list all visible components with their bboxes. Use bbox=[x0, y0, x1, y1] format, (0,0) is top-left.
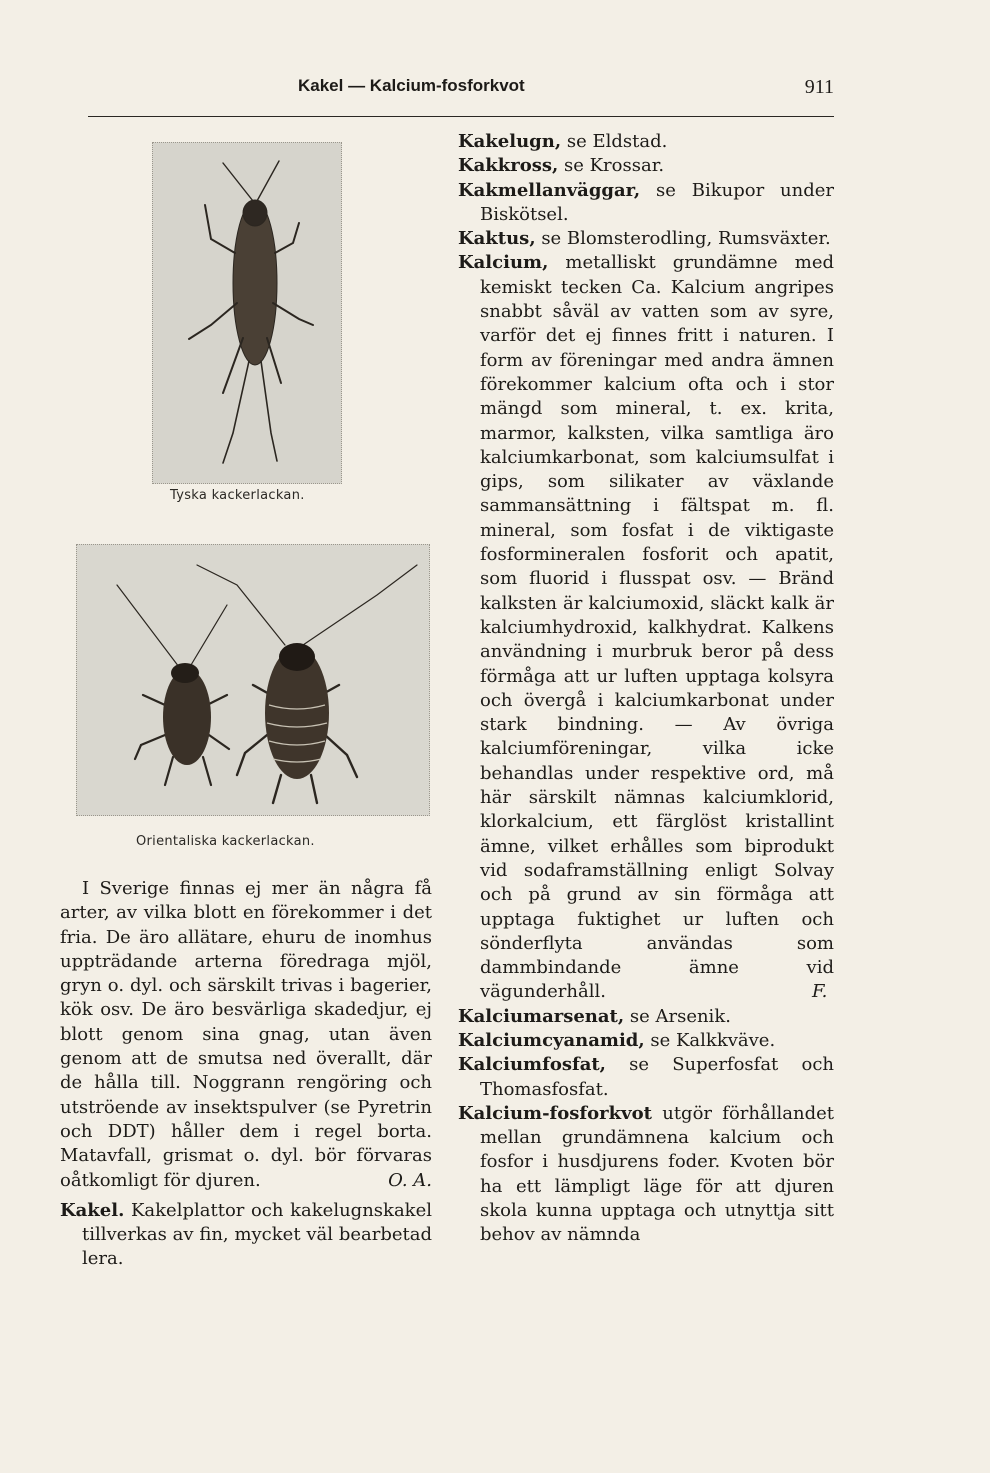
entry-text: se Arsenik. bbox=[624, 1005, 731, 1027]
entry-kalcium-fosforkvot bbox=[458, 1102, 834, 1248]
header-rule bbox=[88, 116, 834, 117]
entry-kalciumarsenat bbox=[458, 1005, 834, 1029]
headword: Kakmellanväggar, bbox=[458, 179, 641, 201]
entry-text: se Eldstad. bbox=[561, 131, 668, 152]
headword: Kakkross, bbox=[458, 155, 559, 177]
entry-text: se Bikupor under Biskötsel. bbox=[480, 179, 834, 225]
cockroach-paragraph-text: I Sverige finnas ej mer än några få arter, av vilka blott en förekommer i det fria. De äro allätare, ehuru de inomhus uppträdande arterna föredraga mjöl, gryn o. dyl. och särskilt trivas i bagerier, kök osv. De äro besvärliga skadedjur, ej blott genom sina gnag, utan även genom att de smutsa ned överallt, där de hålla till. Noggrann rengöring och utströende av insektspulver (se Pyretrin och DDT) håller dem i regel borta. Matavfall, grismat o. dyl. bör förvaras oåtkomligt för djuren. bbox=[60, 878, 432, 1191]
headword: Kalciumfosfat, bbox=[458, 1054, 606, 1076]
entry-kalciumcyanamid bbox=[458, 1029, 834, 1053]
page-number: 911 bbox=[804, 76, 834, 98]
entry-kakel-text: Kakelplattor och kakelugnskakel tillverkas av fin, mycket väl bearbetad lera. bbox=[82, 1199, 432, 1270]
entry-kakelugn bbox=[458, 130, 834, 154]
author-signature: O. A. bbox=[388, 1169, 432, 1191]
headword-kalcium: Kalcium, bbox=[458, 252, 549, 274]
oriental-cockroach-photo bbox=[77, 545, 429, 815]
figure-caption-german: Tyska kackerlackan. bbox=[170, 488, 305, 503]
left-column bbox=[60, 877, 432, 1272]
figure-caption-oriental: Orientaliska kackerlackan. bbox=[136, 834, 315, 849]
cockroach-paragraph bbox=[60, 877, 432, 1193]
entry-text: se Krossar. bbox=[558, 155, 665, 177]
entry-kakmellanvaggar bbox=[458, 179, 834, 228]
entry-kalcium: Kalcium, metalliskt grundämne med kemiskt tecken Ca. Kalcium angripes snabbt såväl av vatten som av syre, varför det ej finnes fritt i naturen. I form av föreningar med andra ämnen förekommer kalcium ofta och i stor mängd som mineral, t. ex. krita, marmor, kalksten, vilka samtliga äro kalciumkarbonat, som kalciumsulfat i gips, som silikater av växlande sammansättning i fältspat m. fl. mineral, som fosfat i de viktigaste fosformineralen fosforit och apatit, som fluorid i flusspat osv. — Bränd kalksten är kalciumoxid, släckt kalk är kalciumhydroxid, kalkhydrat. Kalkens användning i murbruk beror på dess förmåga att ur luften upptaga kolsyra och övergå i kalciumkarbonat under stark bindning. — Av övriga kalciumföreningar, vilka icke behandlas under respektive ord, må här särskilt nämnas kalciumklorid, klorkalcium, ett färglöst kristallint ämne, vilket erhålles som biprodukt vid sodaframställning enligt Solvay och på grund av sin förmåga att upptaga fuktighet ur luften och sönderflyta användas som dammbindande ämne vid vägunderhåll. F. bbox=[458, 252, 834, 1003]
entry-text: se Blomsterodling, Rumsväxter. bbox=[535, 228, 831, 250]
headword: Kalciumarsenat, bbox=[458, 1005, 625, 1027]
entry-kalciumfosfat bbox=[458, 1053, 834, 1102]
figure-german-cockroach bbox=[152, 142, 342, 484]
headword-kakel: Kakel. bbox=[60, 1199, 125, 1221]
page-header bbox=[88, 76, 834, 106]
running-head: Kakel — Kalcium-fosforkvot bbox=[298, 76, 525, 95]
headword-kalcium-fosforkvot: Kalcium-fosforkvot bbox=[458, 1102, 652, 1124]
headword: Kalciumcyanamid, bbox=[458, 1029, 645, 1051]
entry-text: se Superfosfat och Thomasfosfat. bbox=[480, 1054, 834, 1100]
german-cockroach-photo bbox=[153, 143, 341, 483]
right-column bbox=[458, 130, 834, 1248]
headword: Kakelugn, bbox=[458, 131, 562, 152]
entry-kakel bbox=[60, 1199, 432, 1272]
headword: Kaktus, bbox=[458, 228, 536, 250]
entry-text: se Kalkkväve. bbox=[644, 1029, 776, 1051]
figure-oriental-cockroach bbox=[76, 544, 430, 816]
entry-kalcium-text: metalliskt grundämne med kemiskt tecken Ca. Kalcium angripes snabbt såväl av vatten som av syre, varför det ej finnes fritt i naturen. I form av föreningar med andra ämnen förekommer kalcium ofta och i stor mängd som mineral, t. ex. krita, marmor, kalksten, vilka samtliga äro kalciumkarbonat, som kalciumsulfat i gips, som silikater av växlande sammansättning i fältspat m. fl. mineral, som fosfat i de viktigaste fosformineralen fosforit och apatit, som fluorid i flusspat osv. — Bränd kalksten är kalciumoxid, släckt kalk är kalciumhydroxid, kalkhydrat. Kalkens användning i murbruk beror på dess förmåga att ur luften upptaga kolsyra och övergå i kalciumkarbonat under stark bindning. — Av övriga kalciumföreningar, vilka icke behandlas under respektive ord, må här särskilt nämnas kalciumklorid, klorkalcium, ett färglöst kristallint ämne, vilket erhålles som biprodukt vid sodaframställning enligt Solvay och på grund av sin förmåga att upptaga fuktighet ur luften och sönderflyta användas som dammbindande ämne vid vägunderhåll. bbox=[480, 252, 834, 1003]
entry-kvot-text: utgör förhållandet mellan grundämnena kalcium och fosfor i husdjurens foder. Kvoten bör ha ett lämpligt läge för att djuren skola kunna upptaga och utnyttja sitt behov av nämnda bbox=[480, 1102, 834, 1246]
entry-kakkross bbox=[458, 154, 834, 178]
entry-kaktus bbox=[458, 227, 834, 251]
